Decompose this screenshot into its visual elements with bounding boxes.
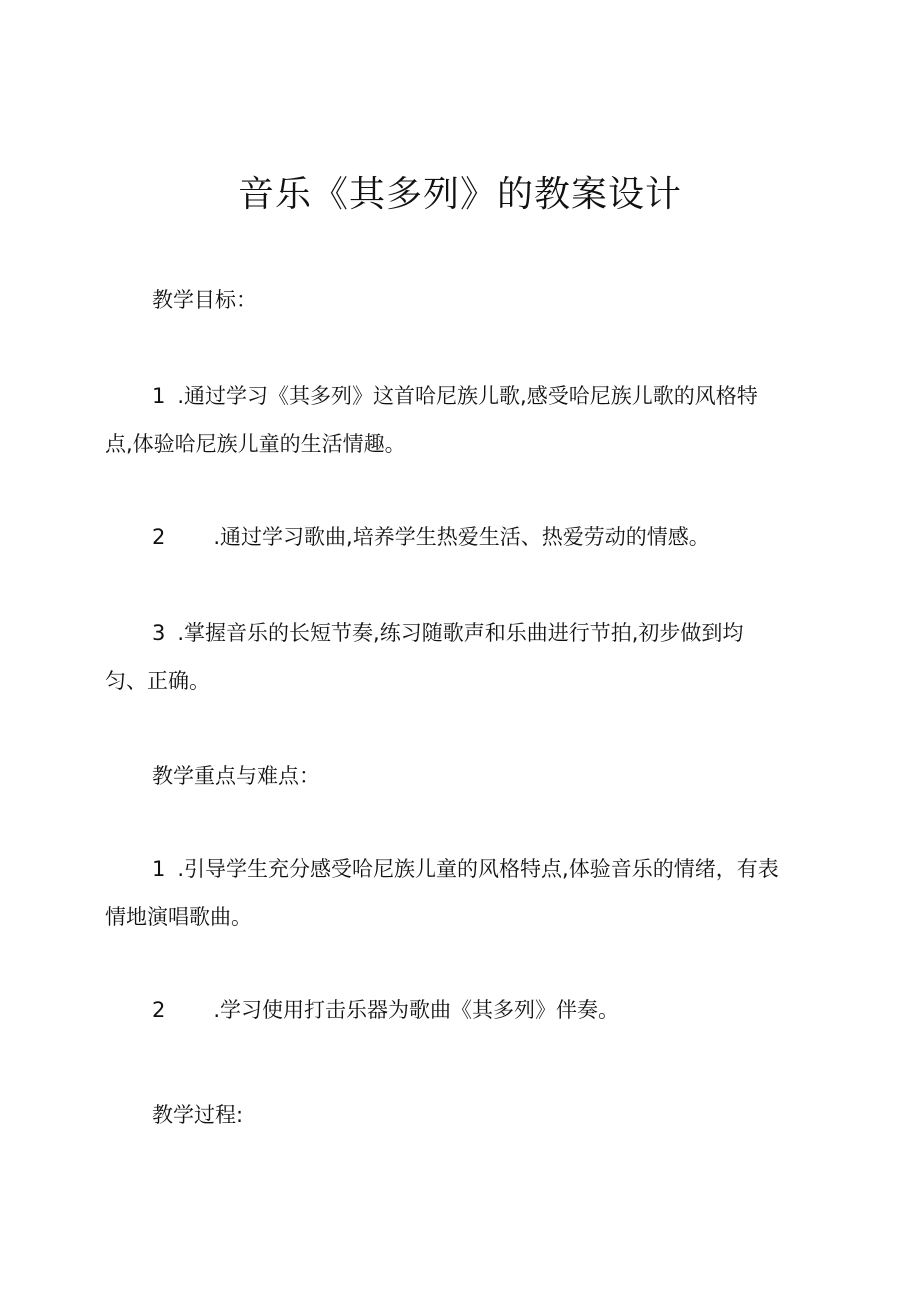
goal-item-3-continued: 匀、正确。 xyxy=(105,669,210,693)
key-point-number: 1 xyxy=(152,857,166,881)
goal-item-1 xyxy=(152,382,758,410)
key-point-text: .引导学生充分感受哈尼族儿童的风格特点,体验音乐的情绪，有表 xyxy=(177,857,779,881)
goal-number: 1 xyxy=(152,384,166,408)
key-point-item-1 xyxy=(152,855,779,883)
key-point-item-1-continued: 情地演唱歌曲。 xyxy=(105,905,252,929)
goal-text: .通过学习歌曲,培养学生热爱生活、热爱劳动的情感。 xyxy=(213,525,710,549)
goal-item-2 xyxy=(152,523,710,551)
goal-number: 2 xyxy=(152,525,166,549)
goal-number: 3 xyxy=(152,621,166,645)
key-point-text: .学习使用打击乐器为歌曲《其多列》伴奏。 xyxy=(213,998,620,1022)
document-title: 音乐《其多列》的教案设计 xyxy=(237,174,682,215)
process-heading: 教学过程: xyxy=(152,1103,244,1127)
key-point-number: 2 xyxy=(152,998,166,1022)
goal-text: .掌握音乐的长短节奏,练习随歌声和乐曲进行节拍,初步做到均 xyxy=(177,621,744,645)
goal-item-3 xyxy=(152,619,743,647)
goal-text: .通过学习《其多列》这首哈尼族儿歌,感受哈尼族儿歌的风格特 xyxy=(177,384,758,408)
key-points-heading: 教学重点与难点： xyxy=(152,764,320,788)
key-point-item-2 xyxy=(152,996,619,1024)
goals-heading: 教学目标： xyxy=(152,288,257,312)
goal-item-1-continued: 点,体验哈尼族儿童的生活情趣。 xyxy=(105,432,406,456)
